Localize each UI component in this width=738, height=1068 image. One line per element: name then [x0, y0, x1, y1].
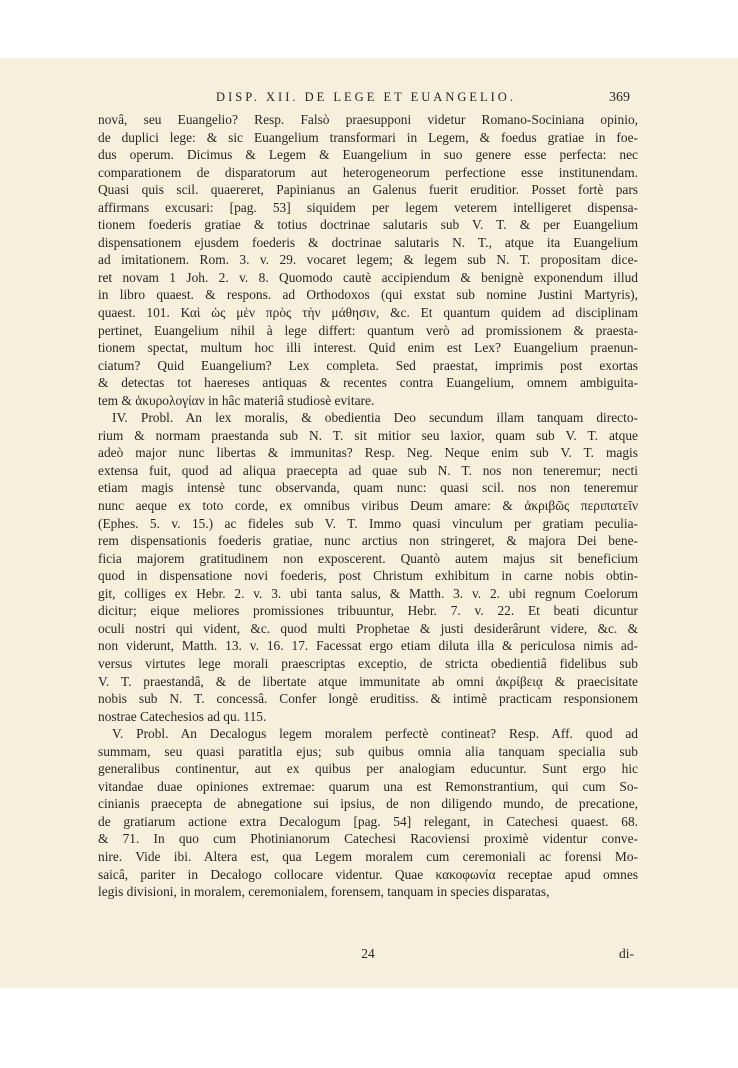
body-text: [98, 111, 638, 901]
text-line: git, colliges ex Hebr. 2. v. 3. ubi tanta salus, & Matth. 3. v. 2. ubi regnum Coelorum: [98, 585, 638, 601]
text-line: oculi nostri qui vident, &c. quod multi Prophetae & justi desiderârunt videre, &c. &: [98, 620, 638, 636]
text-line: quod in dispensatione novi foederis, post Christum exhibitum in carne nobis obtin-: [98, 568, 638, 584]
text-line: tionem spectat, multum hoc illi interest. Quid enim est Lex? Euangelium praenun-: [98, 340, 638, 356]
text-line: & detectas tot haereses antiquas & recentes contra Euangelium, omnem ambiguita-: [98, 375, 638, 391]
text-line: ficia majorem gratitudinem non exposcerent. Quantò autem majus sit beneficium: [98, 550, 638, 566]
text-line: IV. Probl. An lex moralis, & obedientia Deo secundum illam tanquam directo-: [112, 410, 638, 426]
text-line: rem dispensationis foederis gratiae, nunc arctius non stringeret, & majora Dei bene-: [98, 533, 638, 549]
text-line: de gratiarum actione extra Decalogum [pag. 54] relegant, in Catechesi quaest. 68.: [98, 813, 638, 829]
text-line: novâ, seu Euangelio? Resp. Falsò praesupponi videtur Romano-Sociniana opinio,: [98, 112, 638, 127]
text-line: cinianis praecepta de abnegatione sui ipsius, de non diligendo mundo, de precatione,: [98, 796, 638, 812]
text-line: in libro quaest. & respons. ad Orthodoxos (qui exstat sub nomine Justini Martyris),: [98, 287, 638, 303]
text-line: legis divisioni, in moralem, ceremonialem, forensem, tanquam in species disparatas,: [98, 884, 550, 900]
text-line: nire. Vide ibi. Altera est, qua Legem moralem cum ceremoniali ac forensi Mo-: [98, 848, 638, 864]
text-line: & 71. In quo cum Photinianorum Catechesi Racoviensi proximè videntur conve-: [98, 831, 638, 847]
text-line: ret novam 1 Joh. 2. v. 8. Quomodo cautè accipiendum & benignè exponendum illud: [98, 269, 638, 285]
text-line: tem & ἀκυρολογίαν in hâc materiâ studiosè evitare.: [98, 392, 375, 408]
text-line: generalibus continentur, aut ex quibus per analogiam educuntur. Sunt ergo hic: [98, 761, 638, 777]
signature-mark: 24: [361, 946, 375, 961]
text-line: nostrae Catechesios ad qu. 115.: [98, 708, 267, 724]
text-line: saicâ, pariter in Decalogo collocare videntur. Quae κακοφωνία receptae apud omnes: [98, 866, 638, 882]
text-line: etiam magis intensè tunc observanda, quam nunc: quasi scil. nos non teneremur: [98, 480, 638, 496]
text-line: non viderunt, Matth. 13. v. 16. 17. Facessat ergo etiam diluta illa & periculosa nimis ad-: [98, 638, 638, 654]
text-line: dispensationem ejusdem foederis & doctrinae salutaris N. T., atque ita Euangelium: [98, 234, 638, 250]
text-line: ad imitationem. Rom. 3. v. 29. vocaret legem; & legem sub N. T. propositam dice-: [98, 252, 638, 268]
text-line: versus virtutes lege morali praescriptas exceptio, de stricta obedientiâ fidelibus sub: [98, 655, 638, 671]
text-line: rium & normam praestanda sub N. T. sit mitior seu laxior, quam sub V. T. atque: [98, 427, 638, 443]
text-line: summam, seu quasi paratitla ejus; sub quibus omnia alia tanquam specialia sub: [98, 743, 638, 759]
text-line: tionem foederis gratiae & totius doctrinae salutaris sub V. T. & per Euangelium: [98, 217, 638, 233]
text-line: comparationem de disparatorum aut heterogeneorum perfectione esse institunendam.: [98, 164, 638, 180]
text-line: vitandae duae opiniones extremae: quarum una est Remonstrantium, qui cum So-: [98, 778, 638, 794]
text-line: pertinet, Euangelium nihil à lege differt: quantum verò ad promissionem & praesta-: [98, 322, 638, 338]
text-line: adeò major nunc libertas & immunitas? Resp. Neg. Neque enim sub V. T. magis: [98, 445, 638, 461]
text-line: de duplici lege: & sic Euangelium transformari in Legem, & foedus gratiae in foe-: [98, 129, 638, 145]
text-line: nunc aeque ex toto corde, ex omnibus viribus Deum amare: & ἀκριβῶς περιπατεῖν: [98, 498, 638, 514]
text-line: affirmans excusari: [pag. 53] siquidem per legem veterem intelligeret dispensa-: [98, 199, 638, 215]
page-footer: [98, 946, 638, 964]
text-line: dicitur; eique meliores promissiones tribuuntur, Hebr. 7. v. 22. Et beati dicuntur: [98, 603, 638, 619]
text-line: quaest. 101. Καὶ ὡς μὲν πρὸς τὴν μάθησιν, &c. Et quantum quidem ad disciplinam: [98, 305, 638, 321]
running-header: [98, 90, 634, 110]
text-line: dus operum. Dicimus & Legem & Euangelium in suo genere esse perfecta: nec: [98, 147, 638, 163]
text-line: V. Probl. An Decalogus legem moralem perfectè contineat? Resp. Aff. quod ad: [112, 726, 638, 742]
text-line: (Ephes. 5. v. 15.) ac fideles sub V. T. Immo quasi vinculum per gratiam peculia-: [98, 515, 638, 531]
catchword: di-: [619, 946, 634, 961]
text-line: V. T. praestandâ, & de libertate atque immunitate ab omni ἀκρίβειᾳ & praecisitate: [98, 673, 638, 689]
text-line: Quasi quis scil. quaereret, Papinianus an Galenus fuerit eruditior. Posset fortè pars: [98, 182, 638, 198]
text-line: extensa fuit, quod ad aliqua praecepta ad quae sub N. T. nos non teneremur; necti: [98, 462, 638, 478]
text-line: nobis sub N. T. concessâ. Confer longè eruditiss. & intimè practicam responsionem: [98, 691, 638, 707]
text-line: ciatum? Quid Euangelium? Lex completa. Sed praestat, imprimis post exortas: [98, 357, 638, 373]
running-title: DISP. XII. DE LEGE ET EUANGELIO.: [216, 90, 516, 104]
page-number: 369: [609, 90, 630, 105]
